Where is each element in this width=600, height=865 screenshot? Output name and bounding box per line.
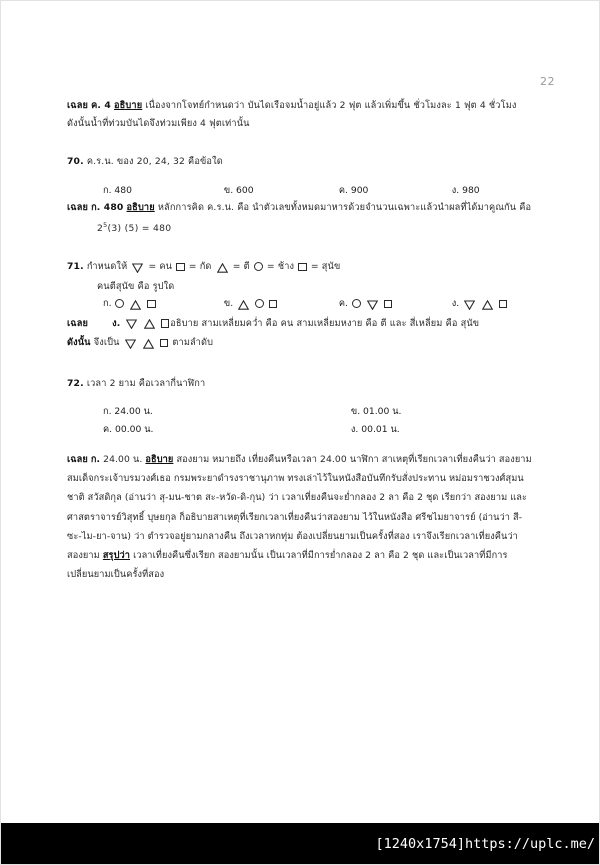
triangle-up-glyph bbox=[217, 263, 228, 273]
spacer bbox=[67, 237, 537, 258]
circle-icon bbox=[352, 299, 361, 308]
question-71 bbox=[67, 258, 537, 354]
choice-key: ก. bbox=[103, 298, 112, 310]
triangle-down-icon bbox=[131, 260, 144, 278]
answer-summary-row bbox=[67, 546, 537, 565]
answer-choice-key: ก. bbox=[90, 454, 101, 466]
legend-equals: = bbox=[232, 261, 241, 273]
question-72-answer-row bbox=[67, 450, 537, 469]
square-icon bbox=[176, 263, 185, 272]
answer-choice: ค. 4 bbox=[91, 100, 111, 111]
choice-key: ข. bbox=[223, 298, 234, 310]
conclusion-lead: จึงเป็น bbox=[93, 337, 120, 349]
answer-previous-text1: เนื่องจากโจทย์กำหนดว่า บันไดเรือจมน้ำอยู่แล้ว 2 ฟุต แล้วเพิ่มขึ้น ชั่วโมงละ 1 ฟุต 4 ชั่วโมง bbox=[145, 100, 517, 111]
question-72-number: 72. bbox=[67, 377, 84, 389]
question-70-answer-text: หลักการคิด ค.ร.น. คือ นำตัวเลขทั้งหมดมาหารด้วยจำนวนเฉพาะแล้วนำผลที่ได้มาคูณกัน คือ bbox=[157, 202, 532, 213]
choice-key: ค. bbox=[338, 298, 348, 310]
choice-key: ข. bbox=[223, 184, 234, 196]
choice-option[interactable] bbox=[224, 182, 336, 200]
answer-block-previous bbox=[67, 97, 537, 132]
conclusion-label: ดังนั้น bbox=[67, 337, 91, 349]
circle-icon bbox=[115, 299, 124, 308]
answer-label: เฉลย bbox=[67, 100, 89, 111]
legend-equals: = bbox=[148, 261, 157, 273]
answer-previous-line1 bbox=[67, 97, 537, 115]
square-icon bbox=[161, 319, 170, 328]
question-72-choices-row2 bbox=[67, 421, 537, 439]
question-71-answer-row bbox=[67, 315, 537, 335]
choice-option[interactable] bbox=[339, 182, 449, 200]
spacer bbox=[67, 439, 537, 450]
page-number: 22 bbox=[540, 75, 555, 88]
explain-word: อธิบาย bbox=[170, 317, 199, 329]
math-base: 2 bbox=[97, 222, 104, 234]
question-71-conclusion-row bbox=[67, 334, 537, 354]
question-70-math-expression bbox=[67, 217, 537, 238]
legend-word: ช้าง bbox=[277, 261, 295, 273]
square-icon bbox=[298, 263, 307, 272]
legend-equals: = bbox=[188, 261, 197, 273]
question-70-answer-row bbox=[67, 199, 537, 217]
choice-key: ก. bbox=[103, 406, 112, 418]
triangle-up-icon bbox=[143, 317, 156, 335]
spacer bbox=[67, 392, 537, 403]
answer-paragraph-line: ศาสตราจารย์วิสุทธิ์ บุษยกุล ก็อธิบายสาเหตุที่เรียกเวลาเที่ยงคืนว่าสองยาม ไว้ในหนังสือ ศรีชไมยาจารย์ (อ่านว่า สี- bbox=[67, 511, 523, 523]
triangle-down-icon bbox=[124, 336, 137, 354]
question-72-prompt-row bbox=[67, 375, 537, 393]
square-icon bbox=[384, 300, 393, 309]
choice-option[interactable] bbox=[351, 403, 531, 421]
answer-paragraph-line: ชาติ สวัสดิกุล (อ่านว่า สุ-มน-ชาต สะ-หวัด-ดิ-กุน) ว่า เวลาเที่ยงคืนจะย่ำกลอง 2 ลา คือ 2 ชุด เรียกว่า สองยาม และ bbox=[67, 492, 528, 504]
question-72-choices-row1 bbox=[67, 403, 537, 421]
question-70-choices bbox=[67, 182, 537, 200]
triangle-up-icon bbox=[129, 297, 142, 315]
legend-equals: = bbox=[310, 261, 319, 273]
choice-text: 900 bbox=[350, 184, 369, 196]
explain-label: อธิบาย bbox=[114, 100, 143, 111]
choice-text: 00.00 น. bbox=[115, 424, 154, 436]
spacer bbox=[67, 171, 537, 182]
circle-icon bbox=[254, 262, 263, 271]
summary-label: สรุปว่า bbox=[102, 550, 131, 562]
explain-label: อธิบาย bbox=[126, 202, 155, 213]
square-icon bbox=[160, 339, 169, 348]
answer-choice-key: ง. bbox=[112, 317, 121, 329]
choice-text: 24.00 น. bbox=[114, 406, 153, 418]
answer-label: เฉลย bbox=[67, 317, 89, 329]
math-remainder: (3) (5) = 480 bbox=[107, 222, 172, 234]
choice-key: ก. bbox=[103, 184, 112, 196]
choice-key: ค. bbox=[103, 424, 113, 436]
answer-label: เฉลย bbox=[67, 454, 88, 466]
question-70 bbox=[67, 153, 537, 237]
answer-paragraph-line: สมเด็จกระเจ้าบรมวงศ์เธอ กรมพระยาดำรงราชานุภาพ ทรงเล่าไว้ในหนังสือบันทึกรับสั่งประทาน หม่อมราชวงศ์สุมน bbox=[67, 473, 524, 485]
question-71-explain-text: สามเหลี่ยมคว่ำ คือ คน สามเหลี่ยมหงาย คือ ตี และ สี่เหลี่ยม คือ สุนัข bbox=[201, 317, 480, 329]
legend-word: ตี bbox=[243, 261, 250, 273]
summary-text: เวลาเที่ยงคืนซึ่งเรียก สองยามนั้น เป็นเวลาที่มีการย่ำกลอง 2 ลา คือ 2 ชุด และเป็นเวลาที่มีการ bbox=[133, 550, 508, 562]
triangle-down-glyph bbox=[367, 300, 378, 310]
legend-equals: = bbox=[266, 261, 275, 273]
answer-paragraph-line: ซะ-ไม-ยา-จาน) ว่า ตำรวจอยู่ยามกลางคืน ถึงเวลาหกทุ่ม ต้องเปลี่ยนยามเป็นครั้งที่สอง เราจึงเรียกเวลาเที่ยงคืนว่า bbox=[67, 530, 518, 542]
answer-choice-value: 24.00 น. bbox=[103, 454, 143, 466]
choice-option[interactable] bbox=[452, 182, 552, 200]
answer-paragraph-line: สองยาม หมายถึง เที่ยงคืนหรือเวลา 24.00 นาฬิกา สาเหตุที่เรียกเวลาเที่ยงคืนว่า สองยาม bbox=[176, 454, 532, 466]
question-70-number: 70. bbox=[67, 156, 84, 167]
legend-word: สุนัข bbox=[321, 261, 341, 273]
triangle-up-glyph bbox=[238, 300, 249, 310]
question-71-prompt-lead: กำหนดให้ bbox=[86, 261, 128, 273]
question-70-prompt-row bbox=[67, 153, 537, 171]
choice-option[interactable] bbox=[103, 295, 221, 315]
triangle-up-icon bbox=[481, 297, 494, 315]
answer-label: เฉลย bbox=[67, 202, 89, 213]
choice-text: 980 bbox=[462, 184, 480, 196]
question-71-choices bbox=[67, 295, 537, 315]
choice-text: 01.00 น. bbox=[363, 406, 402, 418]
square-icon bbox=[499, 300, 508, 309]
legend-word: คน bbox=[159, 261, 173, 273]
choice-option[interactable] bbox=[103, 403, 348, 421]
triangle-down-glyph bbox=[464, 300, 475, 310]
question-71-prompt-line2: คนตีสุนัข คือ รูปใด bbox=[97, 280, 175, 292]
choice-option[interactable] bbox=[103, 421, 348, 439]
answer-previous-line2: ดังนั้นน้ำที่ท่วมบันไดจึงท่วมเพียง 4 ฟุตเท่านั้น bbox=[67, 117, 250, 129]
choice-key: ข. bbox=[350, 406, 361, 418]
choice-option[interactable] bbox=[339, 295, 449, 315]
watermark-text: [1240x1754]https://uplc.me/ bbox=[375, 835, 595, 852]
triangle-down-glyph bbox=[126, 319, 137, 329]
legend-word: กัด bbox=[199, 261, 212, 273]
triangle-down-icon bbox=[366, 297, 379, 315]
triangle-up-glyph bbox=[144, 319, 155, 329]
choice-text: 00.01 น. bbox=[361, 424, 400, 436]
square-icon bbox=[269, 300, 278, 309]
question-71-number: 71. bbox=[67, 261, 84, 273]
math-exponent: 5 bbox=[103, 220, 108, 229]
circle-icon bbox=[255, 299, 264, 308]
triangle-up-glyph bbox=[482, 300, 493, 310]
triangle-up-glyph bbox=[143, 339, 154, 349]
square-icon bbox=[147, 300, 156, 309]
answer-summary-tail: เปลี่ยนยามเป็นครั้งที่สอง bbox=[67, 569, 165, 581]
triangle-down-icon bbox=[463, 297, 476, 315]
question-72-prompt: เวลา 2 ยาม คือเวลากี่นาฬิกา bbox=[86, 377, 206, 389]
choice-text: 480 bbox=[114, 184, 132, 196]
footer-watermark-bar bbox=[1, 823, 599, 864]
spacer bbox=[67, 132, 537, 153]
question-71-legend-row bbox=[67, 258, 537, 278]
choice-key: ง. bbox=[451, 298, 460, 310]
choice-option[interactable] bbox=[224, 295, 336, 315]
choice-key: ง. bbox=[350, 424, 359, 436]
choice-key: ง. bbox=[451, 184, 460, 196]
choice-option[interactable] bbox=[452, 295, 552, 315]
triangle-up-icon bbox=[216, 260, 229, 278]
triangle-down-icon bbox=[125, 317, 138, 335]
triangle-down-glyph bbox=[132, 263, 143, 273]
choice-option[interactable] bbox=[351, 421, 531, 439]
triangle-down-glyph bbox=[125, 339, 136, 349]
question-72 bbox=[67, 375, 537, 585]
summary-lead: สองยาม bbox=[67, 550, 100, 562]
choice-option[interactable] bbox=[103, 182, 221, 200]
page-sheet bbox=[1, 1, 599, 823]
question-70-prompt: ค.ร.น. ของ 20, 24, 32 คือข้อใด bbox=[86, 156, 223, 167]
triangle-up-icon bbox=[237, 297, 250, 315]
explain-label: อธิบาย bbox=[145, 454, 174, 466]
triangle-up-glyph bbox=[130, 300, 141, 310]
triangle-up-icon bbox=[142, 336, 155, 354]
choice-text: 600 bbox=[236, 184, 254, 196]
spacer bbox=[67, 354, 537, 375]
answer-choice: ก. 480 bbox=[91, 202, 124, 213]
choice-key: ค. bbox=[338, 184, 348, 196]
page-content bbox=[67, 97, 537, 584]
conclusion-tail: ตามลำดับ bbox=[172, 337, 214, 349]
